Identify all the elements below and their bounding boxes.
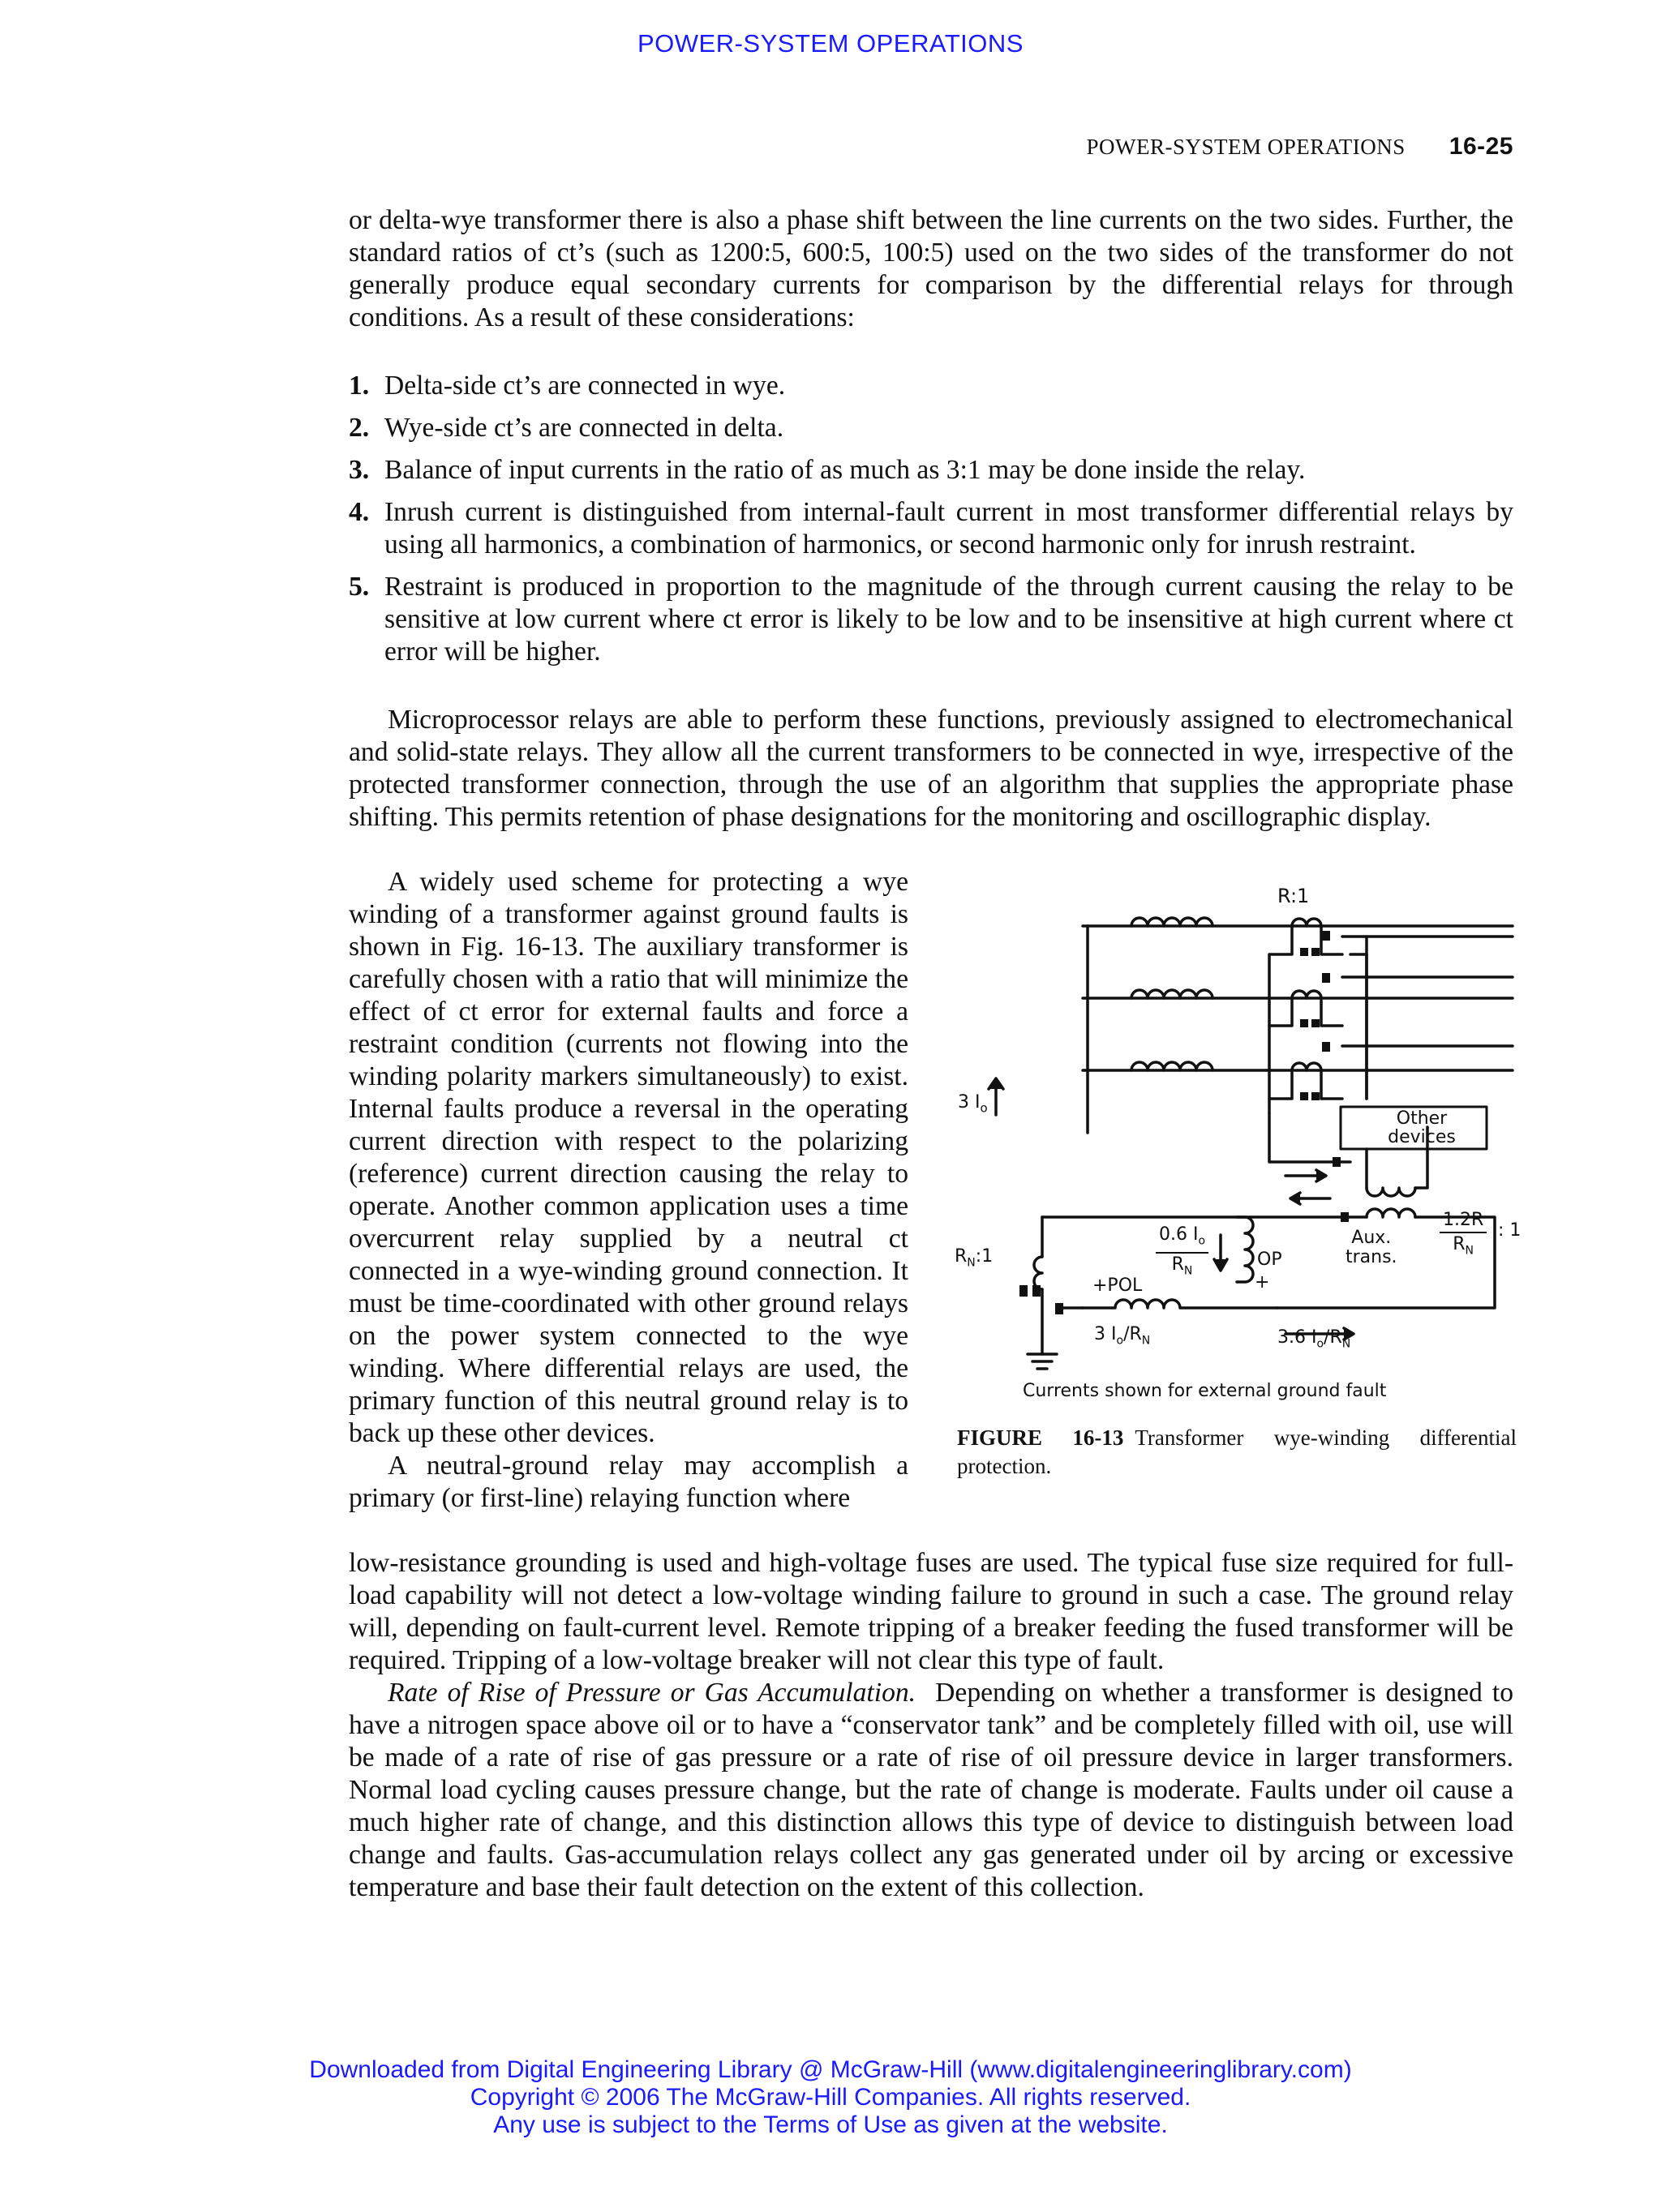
op-plus-label: +	[1255, 1272, 1270, 1292]
pol-current-label: 3 $I_o/R_N$	[1094, 1324, 1151, 1348]
figure-number: FIGURE 16-13	[957, 1425, 1124, 1450]
ratio-label: R:1	[1277, 885, 1310, 907]
ground-symbol	[1028, 1354, 1057, 1369]
list-item-number: 5.	[349, 572, 370, 602]
aux-label-line-2: trans.	[1346, 1247, 1397, 1267]
footer-copyright: Copyright © 2006 The McGraw-Hill Companies. All rights reserved.	[470, 2084, 1191, 2111]
microprocessor-paragraph: Microprocessor relays are able to perform these functions, previously assigned to electromechanical and solid-state relays. They allow all the current transformers to be connected in wye, irrespective of the protected transformer connection, through the use of an algorithm that supplies the appropriate phase shifting. This permits retention of phase designations for the monitoring and oscillographic display.	[349, 705, 1513, 832]
list-item-number: 3.	[349, 455, 370, 485]
other-label-line-1: Other	[1396, 1108, 1448, 1129]
aux-ratio-denominator: $R_N$	[1453, 1234, 1474, 1258]
list-item-text: Restraint is produced in proportion to the magnitude of the through current causing the relay to be sensitive at low current where ct error is likely to be low and to be insensitive at high current where ct error will be higher.	[384, 572, 1513, 667]
figure-16-13	[953, 880, 1521, 1431]
footer	[0, 2056, 1661, 2139]
rate-of-rise-heading: Rate of Rise of Pressure or Gas Accumulation.	[388, 1678, 916, 1708]
pol-coil	[1083, 1300, 1277, 1308]
list-item-number: 1.	[349, 371, 370, 401]
list-item	[349, 412, 1513, 444]
running-head-title: POWER-SYSTEM OPERATIONS	[1086, 135, 1406, 159]
neutral-ground-paragraph-start: A neutral-ground relay may accomplish a primary (or first-line) relaying function where	[349, 1451, 908, 1513]
list-item-text: Inrush current is distinguished from internal-fault current in most transformer differential relays by using all harmonics, a combination of harmonics, or second harmonic only for inrush restraint.	[384, 497, 1513, 559]
figure-caption-text: Transformer wye-winding differential protection.	[957, 1425, 1517, 1478]
top-banner: POWER-SYSTEM OPERATIONS	[637, 29, 1024, 58]
page-number: 16-25	[1449, 133, 1513, 160]
aux-label-line-1: Aux.	[1351, 1228, 1392, 1248]
aux-trans-label	[1346, 1228, 1397, 1267]
microprocessor-block	[349, 704, 1513, 834]
list-item-text: Wye-side ct’s are connected in delta.	[384, 413, 784, 443]
list-item	[349, 571, 1513, 668]
op-current-label	[1156, 1224, 1208, 1283]
left-column	[349, 866, 908, 1515]
list-item	[349, 370, 1513, 402]
aux-ratio-tail: : 1	[1498, 1220, 1522, 1241]
op-label: OP	[1257, 1250, 1282, 1270]
aux-current-label: 3.6 $I_o/R_N$	[1277, 1327, 1351, 1351]
considerations-list-block	[349, 370, 1513, 678]
figure-caption	[957, 1424, 1517, 1481]
circuit-diagram	[953, 880, 1521, 1431]
list-item-number: 2.	[349, 413, 370, 443]
list-item-text: Balance of input currents in the ratio of as much as 3:1 may be done inside the relay.	[384, 455, 1306, 485]
footer-download-link[interactable]: Downloaded from Digital Engineering Library @ McGraw-Hill (www.digitalengineeringlibrary.com)	[309, 2056, 1352, 2083]
other-label-line-2: devices	[1388, 1127, 1456, 1147]
list-item-text: Delta-side ct’s are connected in wye.	[384, 371, 786, 401]
list-item	[349, 454, 1513, 487]
pol-label: +POL	[1092, 1275, 1143, 1296]
ct-a-lead-1	[1269, 926, 1292, 1113]
ground-fault-paragraph: A widely used scheme for protecting a wye winding of a transformer against ground faults is shown in Fig. 16-13. The auxiliary transformer is carefully chosen with a ratio that will minimize the effect of ct error for external faults and force a restraint condition (currents not flowing into the winding polarity markers simultaneously) to exist. Internal faults produce a reversal in the operating current direction with respect to the polarizing (reference) current direction causing the relay to operate. Another common application uses a time overcurrent relay supplied by a neutral ct connected in a wye-winding ground connection. It must be time-coordinated with other ground relays on the power system connected to the wye winding. Where differential relays are used, the primary function of this neutral ground relay is to back up these other devices.	[349, 867, 908, 1448]
arrow-mid-head	[1316, 1170, 1326, 1181]
rn-ratio-label: $R_N:1$	[955, 1246, 994, 1270]
neutral-ct-coil	[1034, 1257, 1042, 1289]
aux-ratio-numerator: 1.2R	[1440, 1209, 1487, 1233]
list-item	[349, 496, 1513, 561]
bottom-block	[349, 1547, 1513, 1904]
three-io-label: 3 $I_o$	[958, 1092, 988, 1116]
considerations-list	[349, 370, 1513, 668]
rate-of-rise-paragraph	[349, 1677, 1513, 1904]
ct-a-lead-2	[1321, 926, 1342, 954]
intro-paragraph: or delta-wye transformer there is also a phase shift between the line currents on the two sides. Further, the standard ratios of ct’s (such as 1200:5, 600:5, 100:5) used on the two sides of the transformer do not generally produce equal secondary currents for comparison by the differential relays for through conditions. As a result of these considerations:	[349, 205, 1513, 332]
neutral-ground-paragraph-rest: low-resistance grounding is used and high-voltage fuses are used. The typical fuse size required for full-load capability will not detect a low-voltage winding failure to ground in such a case. The ground relay will, depending on fault-current level. Remote tripping of a breaker feeding the fused transformer will be required. Tripping of a low-voltage breaker will not clear this type of fault.	[349, 1548, 1513, 1675]
ct-c-lead-1	[1269, 1070, 1292, 1099]
residual-lead	[1269, 1113, 1350, 1162]
other-devices-label	[1373, 1109, 1470, 1147]
intro-block	[349, 204, 1513, 334]
aux-trans-secondary	[1367, 1209, 1415, 1217]
arrow-3io-head	[989, 1078, 1003, 1089]
aux-ratio-label	[1440, 1209, 1487, 1262]
arrow-aux-head	[1290, 1193, 1300, 1204]
figure-note: Currents shown for external ground fault	[1023, 1381, 1387, 1401]
footer-terms: Any use is subject to the Terms of Use as given at the website.	[493, 2111, 1168, 2138]
arrow-op-head	[1214, 1259, 1227, 1271]
ct-c-lead-2	[1321, 1070, 1342, 1099]
running-head	[1086, 133, 1513, 161]
op-current-denominator: $R_N$	[1171, 1254, 1193, 1278]
rate-of-rise-text: Depending on whether a transformer is designed to have a nitrogen space above oil or to have a “conservator tank” and be completely filled with oil, use will be made of a rate of rise of gas pressure or a rate of rise of oil pressure device in larger transformers. Normal load cycling causes pressure change, but the rate of change is moderate. Faults under oil cause a much higher rate of change, and this distinction allows this type of device to distinguish between load change and faults. Gas-accumulation relays collect any gas generated under oil by arcing or excessive temperature and base their fault detection on the extent of this collection.	[349, 1678, 1513, 1902]
list-item-number: 4.	[349, 497, 370, 527]
aux-trans-primary	[1367, 1188, 1415, 1196]
op-current-numerator: 0.6 $I_o$	[1156, 1224, 1208, 1254]
ct-b-lead-1	[1269, 998, 1292, 1026]
ct-b-lead-2	[1321, 998, 1342, 1026]
op-coil	[1237, 1217, 1253, 1282]
